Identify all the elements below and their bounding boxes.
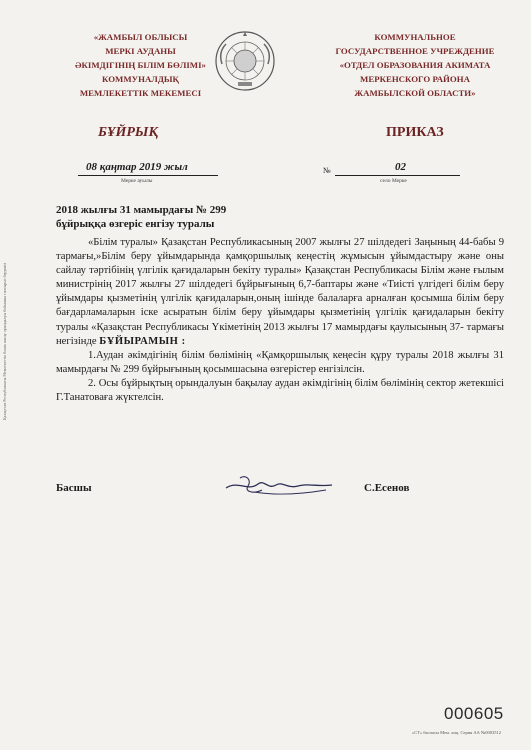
- header-right-line: ГОСУДАРСТВЕННОЕ УЧРЕЖДЕНИЕ: [335, 46, 495, 56]
- basis-text: «Білім туралы» Қазақстан Республикасының 2007 жылғы 27 шілдедегі Заңының 44-бабы 9 тармағы,»Білім беру ұйымдарында қамқоршылық кеңестің жұмысын ұйымдастыру және оны сайлау тәртібінің үлгілік қағидаларын бекіту туралы» Қазақстан Республикасы Білім және ғылым министрінің 2017 жылғы 27 шілдедегі бұйрығының 6,7-баптары және «Тиісті үлгідегі білім беру ұйымдары қызметінің үлгілік қағидаларын,оның ішінде балаларға арналған қосымша білім беру бағдарламаларын іске асыратын білім беру ұйымдары қызметінің үлгілік қағидаларын бекіту туралы «Қазақстан Республикасы Үкіметінің 2013 жылғы 17 мамырдағы қаулысының 37- тармағы негізінде: [56, 237, 504, 347]
- issuer-header-kazakh: [58, 30, 223, 100]
- command-word: БҰЙЫРАМЫН :: [99, 335, 186, 347]
- place-kazakh: Мерке ауылы: [121, 178, 153, 184]
- header-right-line: МЕРКЕНСКОГО РАЙОНА: [360, 74, 470, 84]
- order-subject: [56, 203, 306, 231]
- header-right-line: ЖАМБЫЛСКОЙ ОБЛАСТИ»: [354, 88, 476, 98]
- serial-number: 000605: [444, 704, 504, 723]
- header-right-line: «ОТДЕЛ ОБРАЗОВАНИЯ АКИМАТА: [339, 60, 491, 70]
- header-right-line: КОММУНАЛЬНОЕ: [374, 32, 456, 42]
- header-left-line: МЕМЛЕКЕТТІК МЕКЕМЕСІ: [79, 88, 202, 98]
- header-left-line: «ЖАМБЫЛ ОБЛЫСЫ: [93, 32, 188, 42]
- body-paragraph-item-1: 1.Аудан әкімдігінің білім бөлімінің «Қамқоршылық кеңесін құру туралы 2018 жылғы 31 мамырдағы № 299 бұйрығының қосымшасына өзгерістер енгізілсін.: [56, 349, 504, 375]
- order-body: [56, 236, 504, 405]
- signatory-name: С.Есенов: [364, 482, 410, 494]
- subject-line: бұйрыққа өзгеріс енгізу туралы: [56, 218, 215, 230]
- order-title-russian: ПРИКАЗ: [386, 125, 444, 140]
- body-paragraph-basis: [56, 236, 504, 349]
- handwritten-signature: [218, 470, 338, 500]
- place-russian: село Мерке: [380, 178, 407, 184]
- header-left-line: МЕРКІ АУДАНЫ: [105, 46, 176, 56]
- header-left-line: ӘКІМДІГІНІҢ БІЛІМ БӨЛІМІ»: [75, 60, 206, 70]
- printer-footer: «СТ» баспасы Мем. лиц. Серия АА №0003512: [412, 730, 502, 735]
- order-title-kazakh: БҰЙРЫҚ: [98, 125, 158, 140]
- state-emblem-icon: [214, 30, 276, 92]
- number-sign: №: [323, 166, 331, 175]
- body-paragraph-item-2: 2. Осы бұйрықтың орындалуын бақылау аудан әкімдігінің білім бөлімінің сектор жетекшісі Г.Танатоваға жүктелсін.: [56, 377, 504, 404]
- order-number: 02: [395, 161, 406, 173]
- order-date: 08 қаңтар 2019 жыл: [86, 161, 188, 173]
- subject-line: 2018 жылғы 31 мамырдағы № 299: [56, 204, 227, 216]
- side-print-note: Қазақстан Республикасы Мемлекеттік бланк жасау орындалуы бойынша тапсырыс берушісі: [2, 262, 7, 420]
- signature-label: Басшы: [56, 482, 92, 494]
- header-left-line: КОММУНАЛДЫҚ: [102, 74, 179, 84]
- issuer-header-russian: [320, 30, 510, 100]
